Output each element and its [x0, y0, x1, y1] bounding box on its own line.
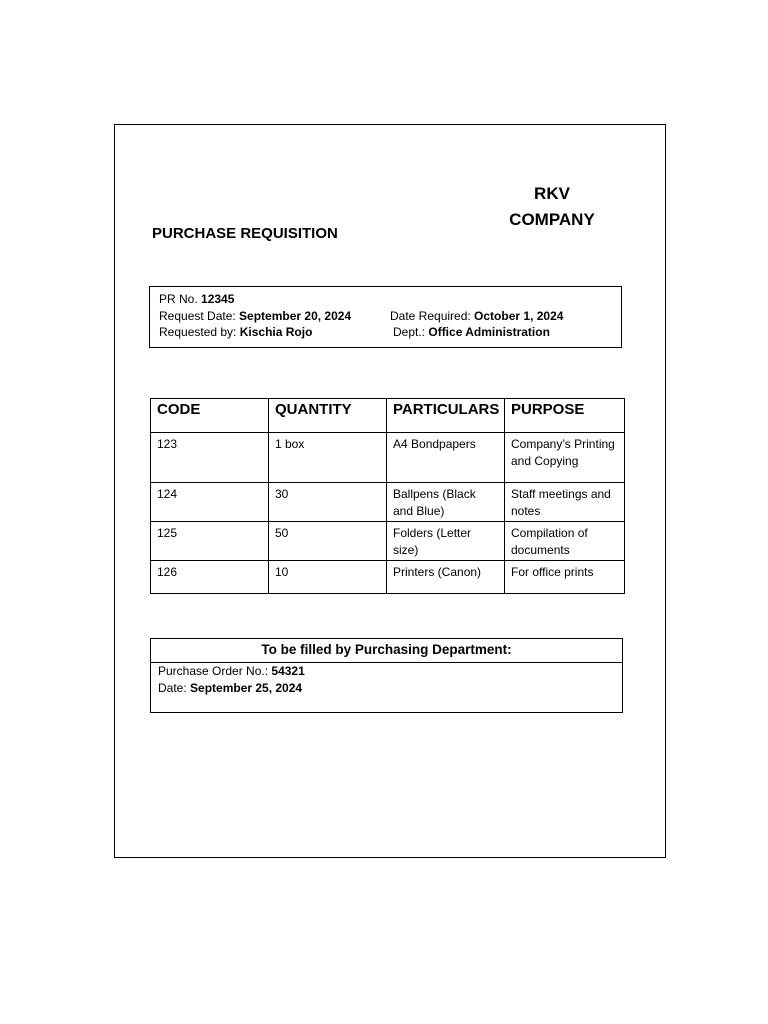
cell-purpose: Compilation of documents: [505, 522, 625, 561]
cell-purpose: Staff meetings and notes: [505, 483, 625, 522]
cell-quantity: 50: [269, 522, 387, 561]
header-purpose: PURPOSE: [505, 399, 625, 433]
items-table: [150, 398, 625, 594]
date-required-label: Date Required:: [390, 309, 475, 323]
date-required-line: [390, 309, 563, 323]
request-info-box: [149, 286, 622, 348]
cell-particulars: Printers (Canon): [387, 561, 505, 594]
company-name-line1: RKV: [534, 184, 570, 203]
cell-quantity: 1 box: [269, 433, 387, 483]
cell-particulars: A4 Bondpapers: [387, 433, 505, 483]
document-title: PURCHASE REQUISITION: [152, 225, 338, 242]
purchasing-department-header: To be filled by Purchasing Department:: [151, 639, 622, 663]
cell-purpose: For office prints: [505, 561, 625, 594]
request-date-label: Request Date:: [159, 309, 240, 323]
pr-number-line: [159, 292, 234, 306]
purchase-date-value: September 25, 2024: [190, 681, 303, 695]
cell-quantity: 10: [269, 561, 387, 594]
table-row: [151, 522, 625, 561]
cell-quantity: 30: [269, 483, 387, 522]
requested-by-line: [159, 325, 312, 339]
cell-particulars: Ballpens (Black and Blue): [387, 483, 505, 522]
purchase-order-label: Purchase Order No.:: [158, 664, 272, 678]
cell-code: 126: [151, 561, 269, 594]
cell-code: 124: [151, 483, 269, 522]
department-line: [393, 325, 550, 339]
header-quantity: QUANTITY: [269, 399, 387, 433]
purchase-date-line: [158, 681, 302, 695]
table-row: [151, 433, 625, 483]
cell-code: 123: [151, 433, 269, 483]
table-row: [151, 483, 625, 522]
request-date-value: September 20, 2024: [239, 309, 352, 323]
pr-number-value: 12345: [201, 292, 235, 306]
cell-code: 125: [151, 522, 269, 561]
requested-by-value: Kischia Rojo: [239, 325, 313, 339]
pr-number-label: PR No.: [159, 292, 202, 306]
cell-particulars: Folders (Letter size): [387, 522, 505, 561]
purchasing-department-box: [150, 638, 623, 713]
header-particulars: PARTICULARS: [387, 399, 505, 433]
table-header-row: [151, 399, 625, 433]
department-label: Dept.:: [393, 325, 429, 339]
cell-purpose: Company’s Printing and Copying: [505, 433, 625, 483]
request-date-line: [159, 309, 351, 323]
company-name-line2: COMPANY: [509, 210, 595, 229]
purchase-date-label: Date:: [158, 681, 191, 695]
table-row: [151, 561, 625, 594]
date-required-value: October 1, 2024: [474, 309, 564, 323]
purchase-order-line: [158, 664, 305, 678]
requested-by-label: Requested by:: [159, 325, 240, 339]
purchase-order-value: 54321: [271, 664, 305, 678]
company-name: [492, 181, 612, 233]
department-value: Office Administration: [428, 325, 550, 339]
header-code: CODE: [151, 399, 269, 433]
